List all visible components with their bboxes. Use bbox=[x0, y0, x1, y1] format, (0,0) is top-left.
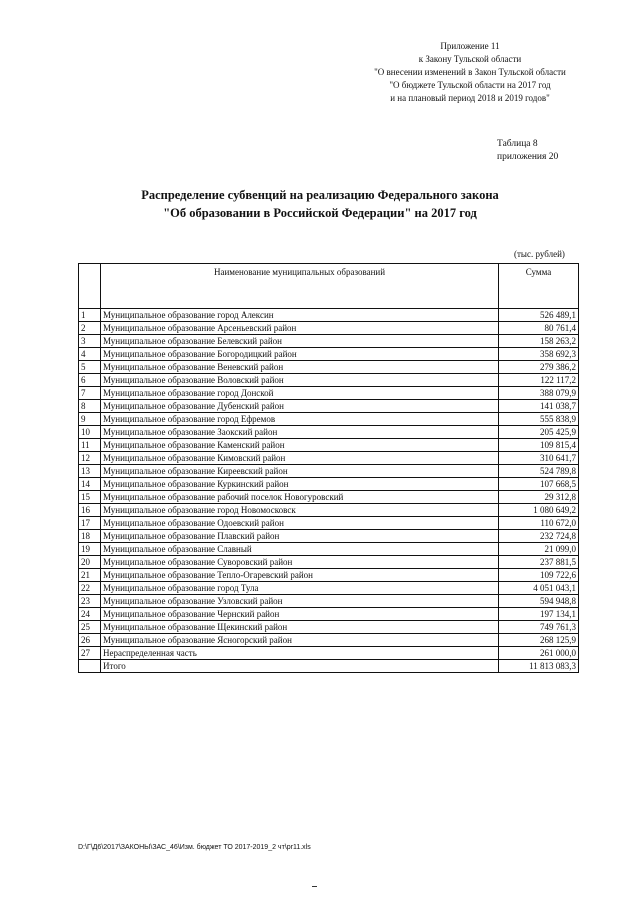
subsidy-amount: 524 789,8 bbox=[499, 465, 579, 478]
page-marker bbox=[312, 886, 317, 887]
appendix-number: приложения 20 bbox=[497, 152, 559, 162]
subsidy-amount: 358 692,3 bbox=[499, 348, 579, 361]
subsidy-amount: 141 038,7 bbox=[499, 400, 579, 413]
table-row bbox=[79, 387, 579, 400]
subsidy-amount: 749 761,3 bbox=[499, 621, 579, 634]
table-header-row bbox=[79, 264, 579, 309]
row-number: 10 bbox=[79, 426, 101, 439]
row-number: 14 bbox=[79, 478, 101, 491]
table-row bbox=[79, 582, 579, 595]
row-number: 15 bbox=[79, 491, 101, 504]
municipality-name: Муниципальное образование город Тула bbox=[101, 582, 499, 595]
row-number: 19 bbox=[79, 543, 101, 556]
municipality-name: Муниципальное образование Кимовский район bbox=[101, 452, 499, 465]
table-row bbox=[79, 335, 579, 348]
municipality-name: Муниципальное образование Дубенский район bbox=[101, 400, 499, 413]
row-number: 13 bbox=[79, 465, 101, 478]
row-number: 17 bbox=[79, 517, 101, 530]
subsidy-amount: 109 722,6 bbox=[499, 569, 579, 582]
table-row bbox=[79, 348, 579, 361]
municipality-name: Муниципальное образование Заокский район bbox=[101, 426, 499, 439]
units-label: (тыс. рублей) bbox=[514, 249, 565, 259]
subsidy-amount: 80 761,4 bbox=[499, 322, 579, 335]
appendix-line: и на плановый период 2018 и 2019 годов" bbox=[390, 93, 550, 103]
table-row bbox=[79, 439, 579, 452]
municipality-name: Муниципальное образование Узловский район bbox=[101, 595, 499, 608]
subsidy-amount: 110 672,0 bbox=[499, 517, 579, 530]
title-line: "Об образовании в Российской Федерации" на 2017 год bbox=[163, 206, 477, 220]
table-row bbox=[79, 517, 579, 530]
file-path-footer: D:\Г\Д6\2017\ЗАКОНЫ\ЗАС_46\Изм. бюджет ТО 2017-2019_2 чт\pr11.xls bbox=[78, 844, 311, 851]
header-number-cell bbox=[79, 264, 101, 309]
row-number: 1 bbox=[79, 309, 101, 322]
table-row bbox=[79, 400, 579, 413]
subsidy-amount: 1 080 649,2 bbox=[499, 504, 579, 517]
appendix-line: "О бюджете Тульской области на 2017 год bbox=[389, 80, 551, 90]
appendix-line: Приложение 11 bbox=[440, 41, 500, 51]
row-number: 22 bbox=[79, 582, 101, 595]
appendix-line: "О внесении изменений в Закон Тульской области bbox=[374, 67, 566, 77]
header-name-cell: Наименование муниципальных образований bbox=[101, 264, 499, 309]
table-row bbox=[79, 465, 579, 478]
row-number: 3 bbox=[79, 335, 101, 348]
row-number: 8 bbox=[79, 400, 101, 413]
row-number: 18 bbox=[79, 530, 101, 543]
subsidy-amount: 205 425,9 bbox=[499, 426, 579, 439]
table-row bbox=[79, 608, 579, 621]
table-row bbox=[79, 634, 579, 647]
row-number: 24 bbox=[79, 608, 101, 621]
row-number: 6 bbox=[79, 374, 101, 387]
municipality-name: Нераспределенная часть bbox=[101, 647, 499, 660]
municipality-name: Муниципальное образование Чернский район bbox=[101, 608, 499, 621]
municipality-name: Муниципальное образование Богородицкий район bbox=[101, 348, 499, 361]
table-row bbox=[79, 491, 579, 504]
municipality-name: Муниципальное образование Ясногорский район bbox=[101, 634, 499, 647]
row-number: 25 bbox=[79, 621, 101, 634]
row-number: 5 bbox=[79, 361, 101, 374]
municipality-name: Муниципальное образование Славный bbox=[101, 543, 499, 556]
subsidy-amount: 158 263,2 bbox=[499, 335, 579, 348]
table-reference bbox=[497, 138, 558, 164]
row-number: 4 bbox=[79, 348, 101, 361]
municipality-name: Муниципальное образование город Донской bbox=[101, 387, 499, 400]
document-title bbox=[0, 186, 640, 222]
municipality-name: Муниципальное образование Каменский район bbox=[101, 439, 499, 452]
total-row bbox=[79, 660, 579, 673]
row-number: 23 bbox=[79, 595, 101, 608]
table-row bbox=[79, 426, 579, 439]
subsidy-amount: 388 079,9 bbox=[499, 387, 579, 400]
appendix-reference bbox=[360, 40, 580, 105]
row-number: 2 bbox=[79, 322, 101, 335]
subsidy-amount: 109 815,4 bbox=[499, 439, 579, 452]
row-number: 7 bbox=[79, 387, 101, 400]
municipality-name: Муниципальное образование Куркинский район bbox=[101, 478, 499, 491]
municipality-name: Муниципальное образование Одоевский район bbox=[101, 517, 499, 530]
municipality-name: Муниципальное образование Воловский район bbox=[101, 374, 499, 387]
table-row bbox=[79, 595, 579, 608]
subsidy-amount: 237 881,5 bbox=[499, 556, 579, 569]
title-line: Распределение субвенций на реализацию Федерального закона bbox=[141, 188, 499, 202]
table-row bbox=[79, 556, 579, 569]
row-number bbox=[79, 660, 101, 673]
table-row bbox=[79, 478, 579, 491]
subsidy-amount: 107 668,5 bbox=[499, 478, 579, 491]
table-row bbox=[79, 374, 579, 387]
table-row bbox=[79, 413, 579, 426]
municipality-name: Муниципальное образование Плавский район bbox=[101, 530, 499, 543]
row-number: 11 bbox=[79, 439, 101, 452]
subsidy-amount: 232 724,8 bbox=[499, 530, 579, 543]
row-number: 20 bbox=[79, 556, 101, 569]
subsidy-amount: 555 838,9 bbox=[499, 413, 579, 426]
appendix-line: к Закону Тульской области bbox=[418, 54, 522, 64]
subsidy-amount: 261 000,0 bbox=[499, 647, 579, 660]
table-row bbox=[79, 530, 579, 543]
table-row bbox=[79, 621, 579, 634]
municipality-name: Муниципальное образование Суворовский район bbox=[101, 556, 499, 569]
subsidy-amount: 279 386,2 bbox=[499, 361, 579, 374]
municipality-name: Муниципальное образование Киреевский район bbox=[101, 465, 499, 478]
municipality-name: Муниципальное образование рабочий поселок Новогуровский bbox=[101, 491, 499, 504]
row-number: 27 bbox=[79, 647, 101, 660]
table-row bbox=[79, 361, 579, 374]
subsidy-table bbox=[78, 263, 579, 673]
row-number: 21 bbox=[79, 569, 101, 582]
municipality-name: Муниципальное образование Белевский район bbox=[101, 335, 499, 348]
row-number: 12 bbox=[79, 452, 101, 465]
row-number: 16 bbox=[79, 504, 101, 517]
subsidy-amount: 21 099,0 bbox=[499, 543, 579, 556]
table-number: Таблица 8 bbox=[497, 139, 538, 149]
municipality-name: Муниципальное образование город Алексин bbox=[101, 309, 499, 322]
municipality-name: Муниципальное образование Арсеньевский район bbox=[101, 322, 499, 335]
subsidy-amount: 310 641,7 bbox=[499, 452, 579, 465]
table-row bbox=[79, 309, 579, 322]
table-row bbox=[79, 569, 579, 582]
table-row bbox=[79, 322, 579, 335]
subsidy-amount: 4 051 043,1 bbox=[499, 582, 579, 595]
subsidy-amount: 11 813 083,3 bbox=[499, 660, 579, 673]
header-sum-cell: Сумма bbox=[499, 264, 579, 309]
table-row bbox=[79, 504, 579, 517]
municipality-name: Муниципальное образование город Новомосковск bbox=[101, 504, 499, 517]
table-row bbox=[79, 452, 579, 465]
table-body bbox=[79, 309, 579, 673]
subsidy-amount: 122 117,2 bbox=[499, 374, 579, 387]
subsidy-amount: 197 134,1 bbox=[499, 608, 579, 621]
row-number: 26 bbox=[79, 634, 101, 647]
municipality-name: Муниципальное образование Тепло-Огаревский район bbox=[101, 569, 499, 582]
municipality-name: Муниципальное образование Щекинский район bbox=[101, 621, 499, 634]
subsidy-amount: 594 948,8 bbox=[499, 595, 579, 608]
municipality-name: Итого bbox=[101, 660, 499, 673]
subsidy-amount: 268 125,9 bbox=[499, 634, 579, 647]
subsidy-amount: 29 312,8 bbox=[499, 491, 579, 504]
table-row bbox=[79, 543, 579, 556]
table-row bbox=[79, 647, 579, 660]
municipality-name: Муниципальное образование город Ефремов bbox=[101, 413, 499, 426]
row-number: 9 bbox=[79, 413, 101, 426]
municipality-name: Муниципальное образование Веневский район bbox=[101, 361, 499, 374]
subsidy-amount: 526 489,1 bbox=[499, 309, 579, 322]
